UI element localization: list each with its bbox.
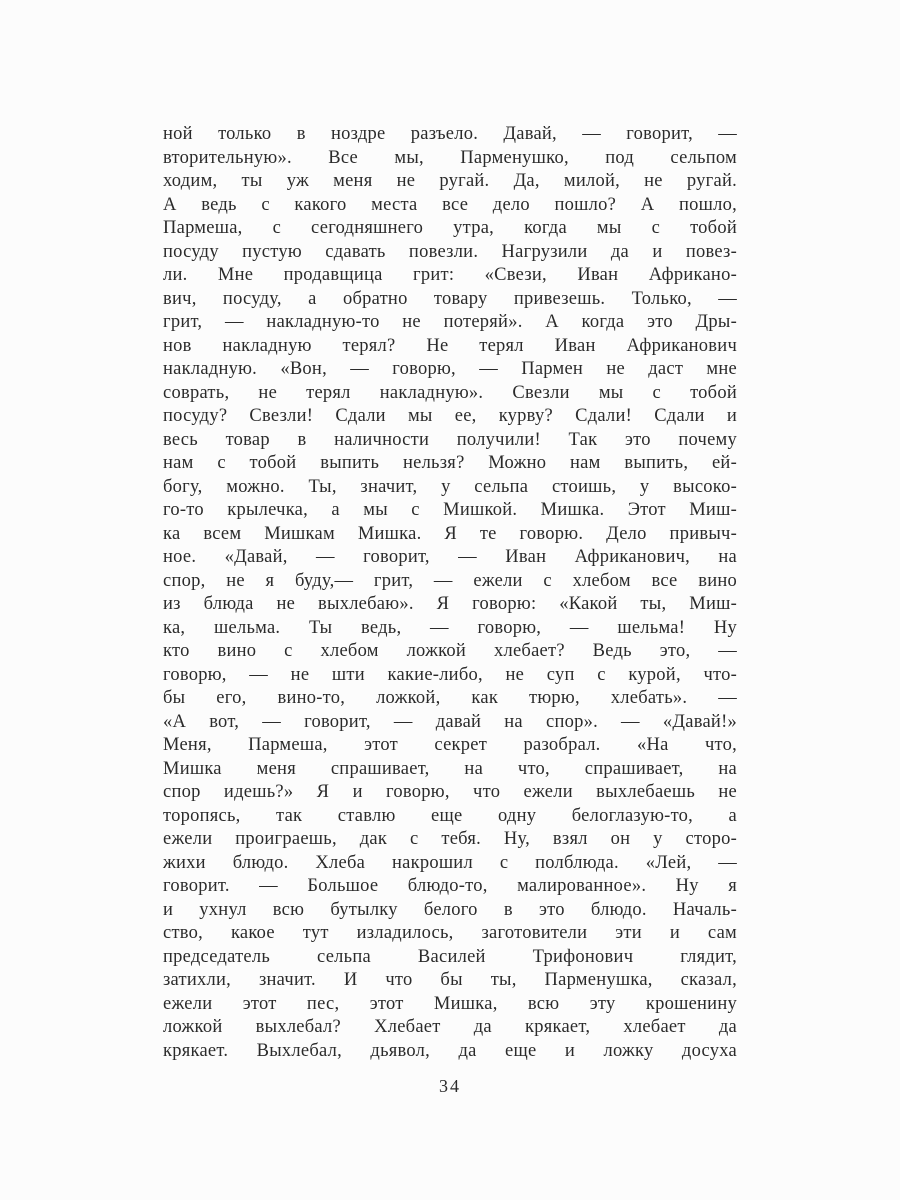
text-line: посуду? Свезли! Сдали мы ее, курву? Сдали! Сдали и xyxy=(163,406,737,426)
text-line: накладную. «Вон, — говорю, — Пармен не даст мне xyxy=(163,359,737,379)
text-line: вторительную». Все мы, Парменушко, под сельпом xyxy=(163,147,737,168)
text-line: грит, — накладную-то не потеряй». А когда это Дры- xyxy=(163,312,737,332)
text-line: посуду пустую сдавать повезли. Нагрузили да и повез- xyxy=(163,241,737,262)
text-line: бы его, вино-то, ложкой, как тюрю, хлебать». — xyxy=(163,688,737,708)
text-line: «А вот, — говорит, — давай на спор». — «Давай!» xyxy=(163,711,737,732)
text-line: вич, посуду, а обратно товару привезешь. Только, — xyxy=(163,288,737,309)
text-line: ка всем Мишкам Мишка. Я те говорю. Дело привыч- xyxy=(163,523,737,544)
text-line: Пармеша, с сегодняшнего утра, когда мы с тобой xyxy=(163,218,737,238)
text-line: ли. Мне продавщица грит: «Свези, Иван Африкано- xyxy=(163,265,737,285)
text-line: ложкой выхлебал? Хлебает да крякает, хлебает да xyxy=(163,1017,737,1037)
page-number: 34 xyxy=(439,1076,461,1096)
text-line: говорю, — не шти какие-либо, не суп с курой, что- xyxy=(163,664,737,685)
page-text-block xyxy=(163,123,737,1063)
text-line: ной только в ноздре разъело. Давай, — говорит, — xyxy=(163,124,737,144)
text-line: из блюда не выхлебаю». Я говорю: «Какой ты, Миш- xyxy=(163,594,737,614)
text-line: затихли, значит. И что бы ты, Парменушка, сказал, xyxy=(163,970,737,990)
text-line: кто вино с хлебом ложкой хлебает? Ведь это, — xyxy=(163,641,737,661)
text-line: крякает. Выхлебал, дьявол, да еще и ложку досуха xyxy=(163,1040,737,1061)
text-line: соврать, не терял накладную». Свезли мы с тобой xyxy=(163,382,737,403)
text-line: ежели проиграешь, дак с тебя. Ну, взял он у сторо- xyxy=(163,829,737,849)
text-line: Меня, Пармеша, этот секрет разобрал. «На что, xyxy=(163,735,737,755)
text-line: го-то крылечка, а мы с Мишкой. Мишка. Этот Миш- xyxy=(163,500,737,520)
text-line: говорит. — Большое блюдо-то, малированное». Ну я xyxy=(163,876,737,896)
text-line: жихи блюдо. Хлеба накрошил с полблюда. «Лей, — xyxy=(163,852,737,873)
text-line: весь товар в наличности получили! Так это почему xyxy=(163,429,737,450)
text-line: спор, не я буду,— грит, — ежели с хлебом все вино xyxy=(163,570,737,591)
text-line: и ухнул всю бутылку белого в это блюдо. Началь- xyxy=(163,899,737,920)
text-line: богу, можно. Ты, значит, у сельпа стоишь, у высоко- xyxy=(163,476,737,497)
text-line: ное. «Давай, — говорит, — Иван Африканович, на xyxy=(163,547,737,567)
text-line: ка, шельма. Ты ведь, — говорю, — шельма! Ну xyxy=(163,617,737,638)
text-line: ство, какое тут изладилось, заготовители эти и сам xyxy=(163,923,737,943)
text-line: нам с тобой выпить нельзя? Можно нам выпить, ей- xyxy=(163,453,737,473)
text-line: ежели этот пес, этот Мишка, всю эту крошенину xyxy=(163,993,737,1014)
text-line: Мишка меня спрашивает, на что, спрашивает, на xyxy=(163,758,737,779)
text-line: председатель сельпа Василей Трифонович глядит, xyxy=(163,946,737,967)
text-line: торопясь, так ставлю еще одну белоглазую-то, а xyxy=(163,805,737,826)
text-line: спор идешь?» Я и говорю, что ежели выхлебаешь не xyxy=(163,782,737,802)
text-line: А ведь с какого места все дело пошло? А пошло, xyxy=(163,194,737,215)
text-line: нов накладную терял? Не терял Иван Африканович xyxy=(163,335,737,356)
text-line: ходим, ты уж меня не ругай. Да, милой, не ругай. xyxy=(163,171,737,191)
